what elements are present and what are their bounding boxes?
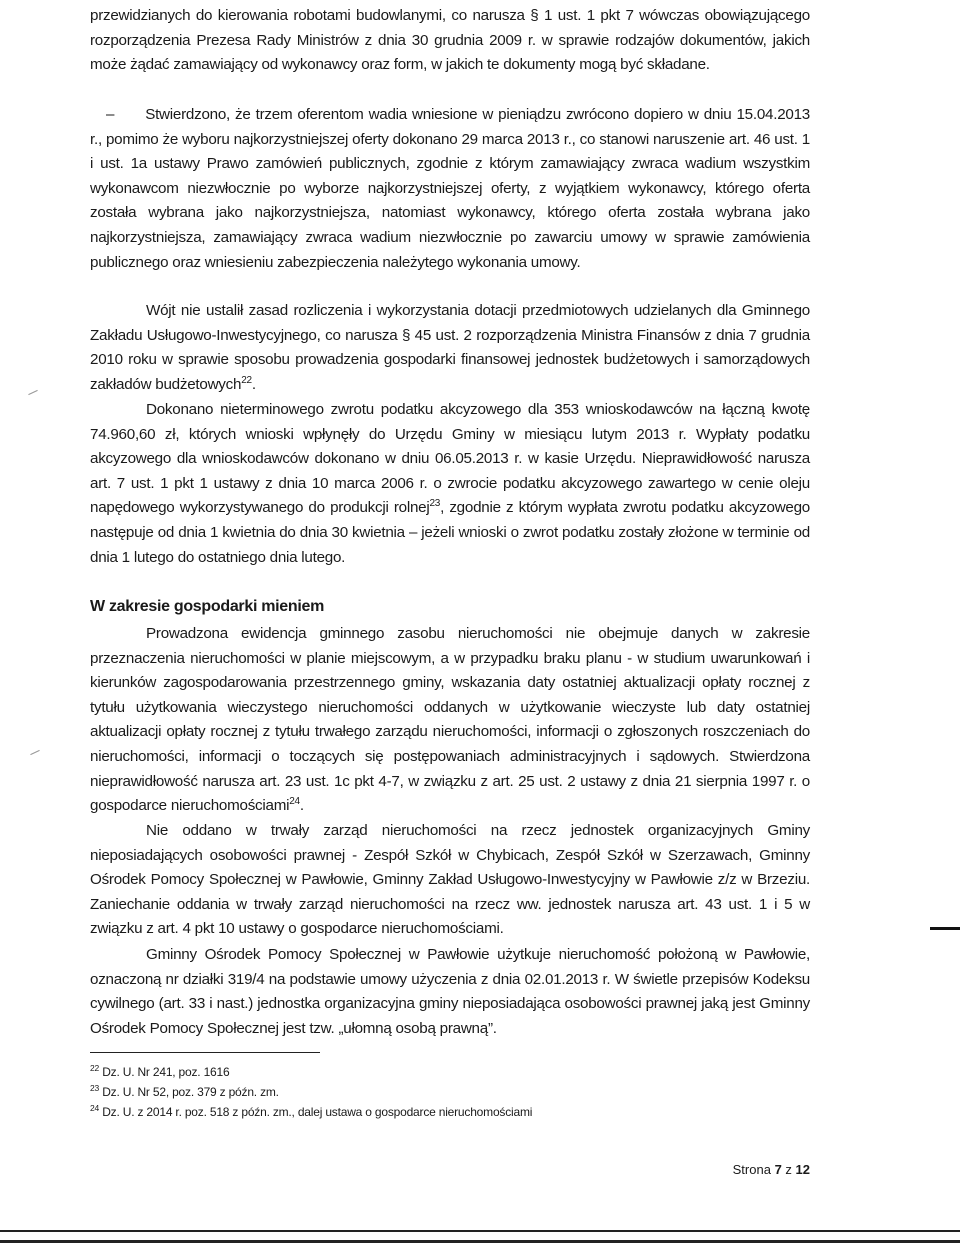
footnote-item (90, 1062, 532, 1082)
footnotes (90, 1062, 532, 1122)
paragraph-text: Nie oddano w trwały zarząd nieruchomości na rzecz jednostek organizacyjnych Gminy nieposiadających osobowości prawnej - Zespół Szkół w Chybicach, Zespół Szkół w Szerzawach, Gminny Ośrodek Pomocy Społecznej w Pawłowie, Gminny Zakład Usługowo-Inwestycyjny w Pawłowie z/z w Brzeziu. Zaniechanie oddania w trwały zarząd nieruchomości na rzecz ww. jednostek narusza art. 43 ust. 1 i 5 w związku z art. 4 pkt 10 ustawy o gospodarce nieruchomościami. (90, 822, 810, 938)
footnote-item (90, 1082, 532, 1102)
page-number (733, 1162, 810, 1177)
paragraph-body: Wójt nie ustalił zasad rozliczenia i wykorzystania dotacji przedmiotowych udzielanych dla Gminnego Zakładu Usługowo-Inwestycyjnego, co narusza § 45 ust. 2 rozporządzenia Ministra Finansów z dnia 7 grudnia 2010 roku w sprawie sposobu prowadzenia gospodarki finansowej jednostek budżetowych i samorządowych zakładów budżetowych (90, 302, 810, 393)
footnote-ref: 23 (429, 498, 441, 510)
scan-artifact (28, 390, 37, 395)
bullet-item-wadium (90, 103, 810, 275)
footnote-number: 23 (90, 1083, 100, 1093)
paragraph-body-a: Dokonano nieterminowego zwrotu podatku akcyzowego dla 353 wnioskodawców na łączną kwotę 74.960,60 zł, których wnioski wpłynęły do Urzędu Gminy w miesiącu lutym 2013 r. Wypłaty podatku akcyzowego dla wnioskodawców dokonano w dniu 06.05.2013 r. w kasie Urzędu. Nieprawidłowość narusza art. 7 ust. 1 pkt 1 ustawy z dnia 10 marca 2006 r. o zwrocie podatku akcyzowego zawartego w cenie oleju napędowego wykorzystywanego do produkcji rolnej (90, 401, 810, 517)
footnote-ref: 22 (241, 374, 252, 386)
paragraph-body-b: , zgodnie z którym wypłata zwrotu podatku akcyzowego następuje od dnia 1 kwietnia do dnia 30 kwietnia – jeżeli wnioski o zwrot podatku zostały złożone w terminie od dnia 1 lutego do ostatniego dnia lutego. (90, 499, 811, 566)
margin-mark (930, 927, 960, 930)
paragraph-text (90, 398, 810, 570)
paragraph-end: . (251, 375, 256, 393)
footnote-ref: 24 (289, 796, 300, 808)
paragraph-zarzad (90, 819, 810, 942)
paragraph-end: . (299, 797, 304, 815)
footnote-number: 22 (90, 1063, 100, 1073)
footnote-text: Dz. U. Nr 52, poz. 379 z późn. zm. (102, 1085, 279, 1099)
page-label: Strona (732, 1162, 775, 1177)
scan-border-line (0, 1240, 960, 1243)
scan-border-line (0, 1230, 960, 1232)
bullet-text (90, 103, 810, 275)
paragraph-ewidencja (90, 622, 810, 819)
page-separator: z (781, 1162, 796, 1177)
page-total: 12 (795, 1162, 810, 1177)
paragraph-dotacje (90, 299, 810, 397)
bullet-dash: – (106, 106, 115, 123)
footnote-text: Dz. U. z 2014 r. poz. 518 z późn. zm., dalej ustawa o gospodarce nieruchomościami (102, 1105, 533, 1119)
footnote-item (90, 1102, 532, 1122)
footnote-number: 24 (90, 1103, 100, 1113)
paragraph-continuation (90, 4, 810, 78)
footnote-text: Dz. U. Nr 241, poz. 1616 (102, 1065, 230, 1079)
paragraph-akcyza (90, 398, 810, 570)
bullet-body: Stwierdzono, że trzem oferentom wadia wniesione w pieniądzu zwrócono dopiero w dniu 15.04.2013 r., pomimo że wyboru najkorzystniejszej oferty dokonano 29 marca 2013 r., co stanowi naruszenie art. 46 ust. 1 i ust. 1a ustawy Prawo zamówień publicznych, zgodnie z którym zamawiający zwraca wadium wszystkim wykonawcom niezwłocznie po wyborze najkorzystniejszej oferty, z wyjątkiem wykonawcy, którego oferta została wybrana jako najkorzystniejsza, natomiast wykonawcy, którego oferta została wybrana jako najkorzystniejsza, zamawiający zwraca wadium niezwłocznie po zawarciu umowy w sprawie zamówienia publicznego oraz wniesieniu zabezpieczenia należytego wykonania umowy. (90, 106, 810, 271)
paragraph-body: Prowadzona ewidencja gminnego zasobu nieruchomości nie obejmuje danych w zakresie przeznaczenia nieruchomości w planie miejscowym, a w przypadku braku planu - w studium uwarunkowań i kierunków zagospodarowania przestrzennego gminy, wskazania daty ostatniej aktualizacji opłaty rocznej z tytułu użytkowania wieczystego nieruchomości oddanych w użytkowanie wieczyste lub daty ostatniej aktualizacji opłaty rocznej z tytułu trwałego zarządu nieruchomości, informacji o zgłoszonych roszczeniach do nieruchomości, informacji o toczących się postępowaniach administracyjnych i sądowych. Stwierdzona nieprawidłowość narusza art. 23 ust. 1c pkt 4-7, w związku z art. 25 ust. 2 ustawy z dnia 21 sierpnia 1997 r. o gospodarce nieruchomościami (90, 625, 810, 815)
paragraph-gops (90, 943, 810, 1041)
paragraph-text (90, 622, 810, 819)
scan-artifact (30, 750, 39, 755)
paragraph-text: przewidzianych do kierowania robotami budowlanymi, co narusza § 1 ust. 1 pkt 7 wówczas obowiązującego rozporządzenia Prezesa Rady Ministrów z dnia 30 grudnia 2009 r. w sprawie rodzajów dokumentów, jakich może żądać zamawiający od wykonawcy oraz form, w jakich te dokumenty mogą być składane. (90, 7, 810, 74)
paragraph-text (90, 299, 810, 397)
footnote-separator (90, 1052, 320, 1053)
section-heading: W zakresie gospodarki mieniem (90, 598, 325, 615)
page-current: 7 (774, 1162, 782, 1177)
paragraph-text: Gminny Ośrodek Pomocy Społecznej w Pawłowie użytkuje nieruchomość położoną w Pawłowie, oznaczoną nr działki 319/4 na podstawie umowy użyczenia z dnia 02.01.2013 r. W świetle przepisów Kodeksu cywilnego (art. 33 i nast.) jednostka organizacyjna gminy nieposiadająca osobowości prawnej jaką jest Gminny Ośrodek Pomocy Społecznej jest tzw. „ułomną osobą prawną”. (90, 946, 810, 1037)
